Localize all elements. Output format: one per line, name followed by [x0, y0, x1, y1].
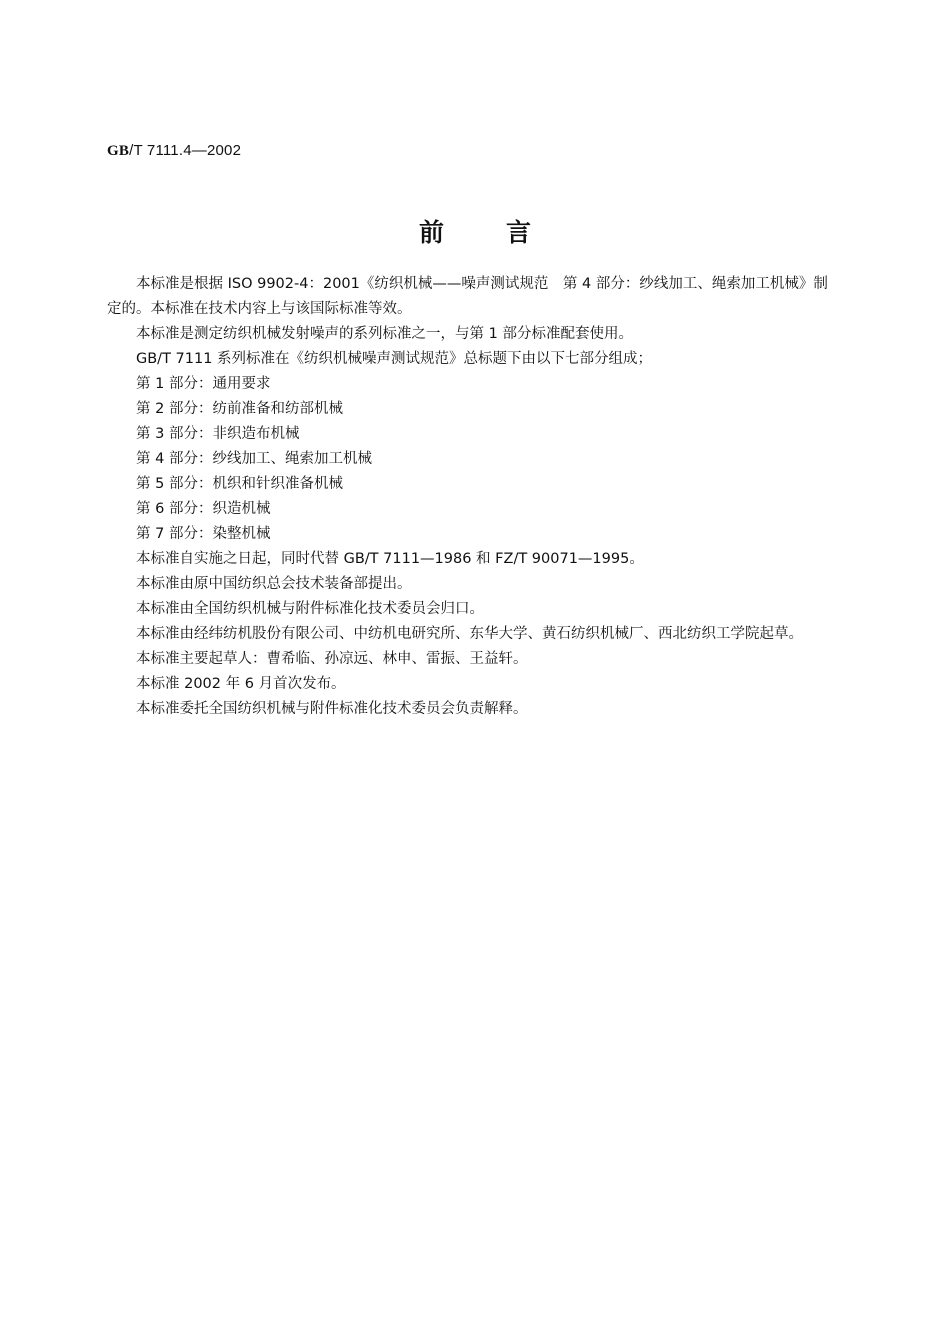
- list-item-part-5: 第 5 部分：机织和针织准备机械: [136, 476, 343, 492]
- paragraph-basis: 本标准是根据 ISO 9902-4：2001《纺织机械——噪声测试规范 第 4 部分：纱线加工、绳索加工机械》制定的。本标准在技术内容上与该国际标准等效。: [107, 276, 828, 317]
- preface-body: [107, 272, 835, 722]
- paragraph-proposer: 本标准由原中国纺织总会技术装备部提出。: [136, 576, 412, 592]
- paragraph-parts-intro: GB/T 7111 系列标准在《纺织机械噪声测试规范》总标题下由以下七部分组成；: [136, 351, 653, 367]
- list-item-part-6: 第 6 部分：织造机械: [136, 501, 271, 517]
- paragraph-committee: 本标准由全国纺织机械与附件标准化技术委员会归口。: [136, 601, 484, 617]
- paragraph-first-release: 本标准 2002 年 6 月首次发布。: [136, 676, 346, 692]
- paragraph-drafting-units: 本标准由经纬纺机股份有限公司、中纺机电研究所、东华大学、黄石纺织机械厂、西北纺织工学院起草。: [136, 626, 803, 642]
- paragraph-series: 本标准是测定纺织机械发射噪声的系列标准之一，与第 1 部分标准配套使用。: [136, 326, 633, 342]
- standard-code: [107, 142, 241, 160]
- list-item-part-7: 第 7 部分：染整机械: [136, 526, 271, 542]
- standard-code-number: /T 7111.4—2002: [129, 142, 242, 159]
- paragraph-interpretation: 本标准委托全国纺织机械与附件标准化技术委员会负责解释。: [136, 701, 528, 717]
- page-title: 前言: [418, 218, 593, 247]
- list-item-part-1: 第 1 部分：通用要求: [136, 376, 271, 392]
- list-item-part-4: 第 4 部分：纱线加工、绳索加工机械: [136, 451, 372, 467]
- paragraph-replacement: 本标准自实施之日起，同时代替 GB/T 7111—1986 和 FZ/T 90071—1995。: [136, 551, 644, 567]
- paragraph-drafters: 本标准主要起草人：曹希临、孙凉远、林申、雷振、王益轩。: [136, 651, 528, 667]
- list-item-part-2: 第 2 部分：纺前准备和纺部机械: [136, 401, 343, 417]
- list-item-part-3: 第 3 部分：非织造布机械: [136, 426, 300, 442]
- standard-code-prefix: GB: [107, 143, 130, 159]
